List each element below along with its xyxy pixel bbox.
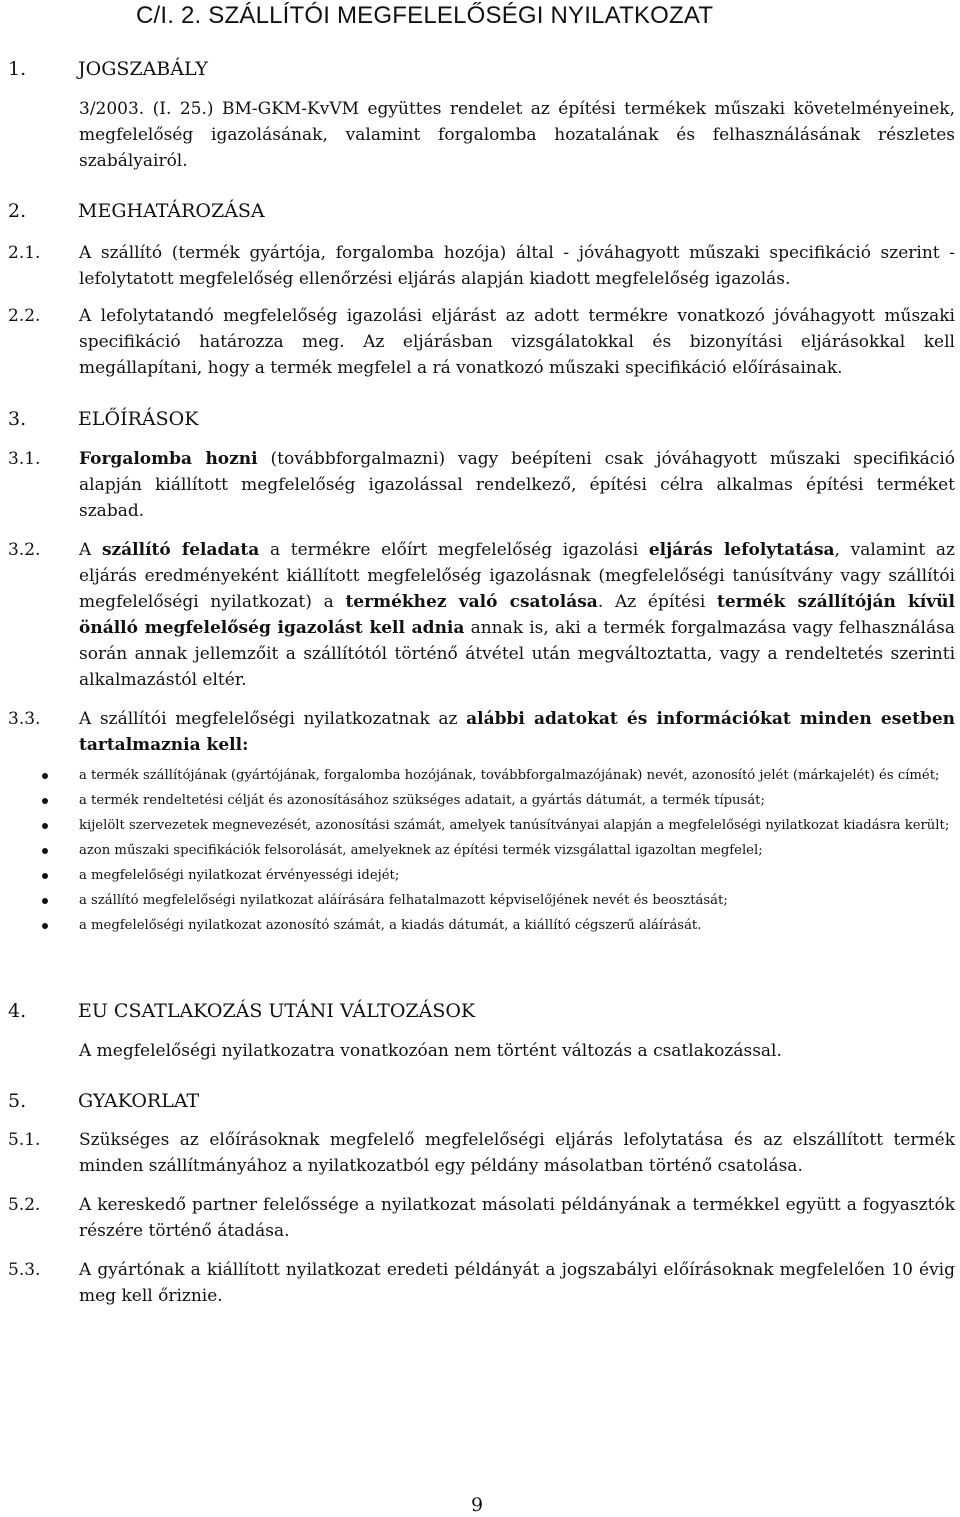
paragraph-number: 3.3. (8, 709, 41, 729)
section-3-heading (8, 408, 198, 430)
text-run: , valamint az eljárás eredményeként kiállított megfelelőség igazolásnak (megfelelőségi tanúsítvány vagy szállítói megfelelőségi nyilatkozat) a (79, 540, 955, 612)
paragraph-number: 5.1. (8, 1130, 41, 1150)
list-item (48, 766, 955, 786)
paragraph-3-1 (8, 446, 955, 524)
bullet-icon (42, 798, 48, 804)
bold-text: Forgalomba hozni (79, 449, 258, 469)
section-title: MEGHATÁROZÁSA (78, 200, 265, 222)
paragraph-3-2 (8, 537, 955, 693)
text-run: A szállítói megfelelőségi nyilatkozatnak az (79, 709, 467, 729)
bold-text: szállító feladata (101, 540, 260, 560)
section-title: ELŐÍRÁSOK (78, 408, 199, 430)
list-item-text: a szállító megfelelőségi nyilatkozat aláírására felhatalmazott képviselőjének nevét és beosztását; (79, 893, 728, 908)
document-title: C/I. 2. SZÁLLÍTÓI MEGFELELŐSÉGI NYILATKOZAT (136, 2, 714, 29)
list-item (48, 816, 955, 836)
paragraph-2-2 (8, 303, 955, 381)
page-number: 9 (471, 1494, 484, 1516)
bullet-icon (42, 773, 48, 779)
bold-text: eljárás lefolytatása (648, 540, 835, 560)
bold-text: termék szállítóján kívül önálló megfelelőség igazolást kell adnia (79, 592, 955, 638)
section-number: 4. (8, 1000, 27, 1022)
text-run: (továbbforgalmazni) vagy beépíteni csak jóváhagyott műszaki specifikáció alapján kiállított megfelelőség igazolással rendelkező, építési célra alkalmas építési terméket szabad. (79, 449, 955, 521)
bullet-icon (42, 898, 48, 904)
paragraph-text: Szükséges az előírásoknak megfelelő megfelelőségi eljárás lefolytatása és az elszállított termék minden szállítmányához a nyilatkozatból egy példány másolatban történő csatolása. (79, 1130, 955, 1176)
requirements-list (48, 766, 955, 941)
bold-text: alábbi adatokat és információkat minden esetben tartalmaznia kell: (79, 709, 955, 755)
section-number: 2. (8, 200, 27, 222)
text-run: a termékre előírt megfelelőség igazolási (259, 540, 649, 560)
section-1-heading (8, 58, 208, 80)
section-title: JOGSZABÁLY (78, 58, 208, 80)
section-5-heading (8, 1090, 199, 1112)
paragraph-number: 3.2. (8, 540, 41, 560)
list-item (48, 866, 955, 886)
section-number: 1. (8, 58, 27, 80)
text-run: . Az építési (597, 592, 718, 612)
bold-text: termékhez való csatolása (345, 592, 598, 612)
list-item-text: a termék rendeltetési célját és azonosításához szükséges adatait, a gyártás dátumát, a termék típusát; (79, 793, 765, 808)
section-4-heading (8, 1000, 475, 1022)
paragraph-number: 2.1. (8, 243, 41, 263)
paragraph-text (79, 446, 955, 524)
list-item-text: a megfelelőségi nyilatkozat azonosító számát, a kiadás dátumát, a kiállító cégszerű aláírását. (79, 918, 702, 933)
paragraph-number: 5.3. (8, 1260, 41, 1280)
section-title: GYAKORLAT (78, 1090, 200, 1112)
section-number: 5. (8, 1090, 27, 1112)
paragraph-text: A szállító (termék gyártója, forgalomba hozója) által - jóváhagyott műszaki specifikáció szerint - lefolytatott megfelelőség ellenőrzési eljárás alapján kiadott megfelelőség igazolás. (79, 243, 955, 289)
paragraph-text: A kereskedő partner felelőssége a nyilatkozat másolati példányának a termékkel együtt a fogyasztók részére történő átadása. (79, 1195, 955, 1241)
paragraph-number: 3.1. (8, 449, 41, 469)
list-item (48, 916, 955, 936)
bullet-icon (42, 848, 48, 854)
bullet-icon (42, 873, 48, 879)
section-4-text: A megfelelőségi nyilatkozatra vonatkozóan nem történt változás a csatlakozással. (79, 1041, 782, 1061)
section-number: 3. (8, 408, 27, 430)
list-item-text: azon műszaki specifikációk felsorolását, amelyeknek az építési termék vizsgálattal igazoltan megfelel; (79, 843, 763, 858)
list-item-text: a termék szállítójának (gyártójának, forgalomba hozójának, továbbforgalmazójának) nevét, azonosító jelét (márkajelét) és címét; (79, 768, 940, 783)
list-item (48, 841, 955, 861)
bullet-icon (42, 923, 48, 929)
text-run: A (79, 540, 102, 560)
paragraph-number: 2.2. (8, 306, 41, 326)
paragraph-5-2 (8, 1192, 955, 1244)
paragraph-5-1 (8, 1127, 955, 1179)
section-2-heading (8, 200, 265, 222)
section-1-text: 3/2003. (I. 25.) BM-GKM-KvVM együttes rendelet az építési termékek műszaki követelményeinek, megfelelőség igazolásának, valamint forgalomba hozatalának és felhasználásának részletes szabályairól. (79, 99, 955, 171)
paragraph-text (79, 537, 955, 693)
paragraph-number: 5.2. (8, 1195, 41, 1215)
bullet-icon (42, 823, 48, 829)
paragraph-2-1 (8, 240, 955, 292)
section-title: EU CSATLAKOZÁS UTÁNI VÁLTOZÁSOK (78, 1000, 476, 1022)
paragraph-text (79, 706, 955, 758)
text-run: annak is, aki a termék forgalmazása vagy felhasználása során annak jellemzőit a szállítótól történő átvétel után megváltoztatta, vagy a rendeltetés szerinti alkalmazástól eltér. (79, 618, 955, 690)
paragraph-5-3 (8, 1257, 955, 1309)
list-item (48, 891, 955, 911)
list-item-text: a megfelelőségi nyilatkozat érvényességi idejét; (79, 868, 400, 883)
paragraph-text: A lefolytatandó megfelelőség igazolási eljárást az adott termékre vonatkozó jóváhagyott műszaki specifikáció határozza meg. Az eljárásban vizsgálatokkal és bizonyítási eljárásokkal kell megállapítani, hogy a termék megfelel a rá vonatkozó műszaki specifikáció előírásainak. (79, 306, 955, 378)
list-item-text: kijelölt szervezetek megnevezését, azonosítási számát, amelyek tanúsítványai alapján a megfelelőségi nyilatkozat kiadásra került; (79, 818, 950, 833)
paragraph-text: A gyártónak a kiállított nyilatkozat eredeti példányát a jogszabályi előírásoknak megfelelően 10 évig meg kell őriznie. (79, 1260, 955, 1306)
paragraph-3-3 (8, 706, 955, 758)
list-item (48, 791, 955, 811)
